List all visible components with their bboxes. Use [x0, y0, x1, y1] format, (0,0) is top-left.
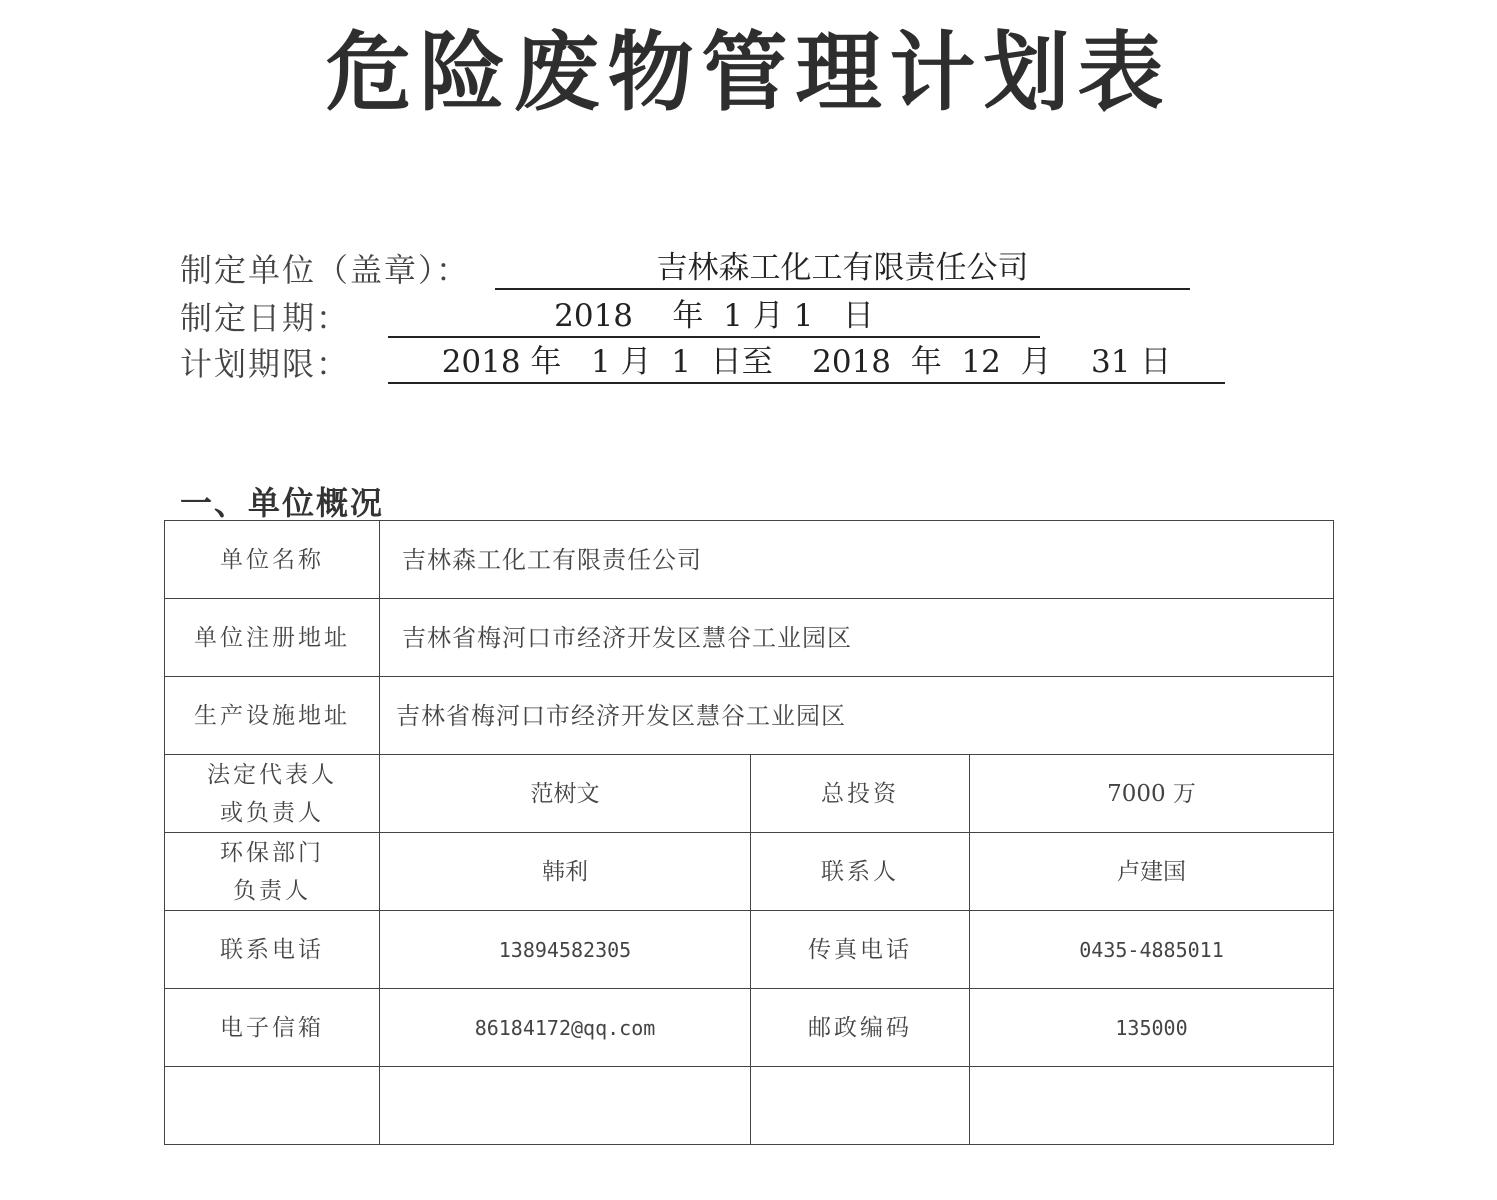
- reg-addr-label: 单位注册地址: [165, 599, 380, 677]
- postcode-value: 135000: [970, 989, 1334, 1067]
- table-row: [165, 521, 1334, 599]
- table-row-empty: [165, 1067, 1334, 1145]
- contact-label: 联系人: [751, 833, 970, 911]
- legal-rep-value: 范树文: [380, 755, 751, 833]
- period-value: 2018 年 1 月 1 日至 2018 年 12 月 31 日: [388, 342, 1225, 384]
- env-dept-label-line2: 负责人: [233, 877, 311, 904]
- empty-cell: [165, 1067, 380, 1145]
- table-row: [165, 911, 1334, 989]
- unit-value: 吉林森工化工有限责任公司: [495, 248, 1190, 290]
- table-row: [165, 755, 1334, 833]
- legal-rep-label-line1: 法定代表人: [207, 761, 337, 788]
- empty-cell: [970, 1067, 1334, 1145]
- env-dept-label: [165, 833, 380, 911]
- unit-overview-table: [164, 520, 1334, 1145]
- name-value: 吉林森工化工有限责任公司: [380, 521, 1334, 599]
- empty-cell: [751, 1067, 970, 1145]
- section-heading: 一、单位概况: [180, 484, 385, 522]
- facility-addr-value: 吉林省梅河口市经济开发区慧谷工业园区: [380, 677, 1334, 755]
- postcode-label: 邮政编码: [751, 989, 970, 1067]
- document-title: 危险废物管理计划表: [325, 23, 1172, 123]
- investment-value: 7000 万: [970, 755, 1334, 833]
- email-value: 86184172@qq.com: [380, 989, 751, 1067]
- unit-label: 制定单位（盖章）：: [180, 251, 471, 289]
- phone-value: 13894582305: [380, 911, 751, 989]
- fax-value: 0435-4885011: [970, 911, 1334, 989]
- contact-value: 卢建国: [970, 833, 1334, 911]
- table-row: [165, 989, 1334, 1067]
- date-value: 2018 年 1 月 1 日: [388, 296, 1040, 338]
- fax-label: 传真电话: [751, 911, 970, 989]
- facility-addr-label: 生产设施地址: [165, 677, 380, 755]
- phone-label: 联系电话: [165, 911, 380, 989]
- table-row: [165, 677, 1334, 755]
- date-label: 制定日期：: [180, 299, 351, 337]
- legal-rep-label-line2: 或负责人: [220, 799, 324, 826]
- name-label: 单位名称: [165, 521, 380, 599]
- reg-addr-value: 吉林省梅河口市经济开发区慧谷工业园区: [380, 599, 1334, 677]
- env-dept-label-line1: 环保部门: [220, 839, 324, 866]
- period-label: 计划期限：: [180, 345, 351, 383]
- table-row: [165, 833, 1334, 911]
- env-dept-value: 韩利: [380, 833, 751, 911]
- email-label: 电子信箱: [165, 989, 380, 1067]
- legal-rep-label: [165, 755, 380, 833]
- investment-label: 总投资: [751, 755, 970, 833]
- table-row: [165, 599, 1334, 677]
- empty-cell: [380, 1067, 751, 1145]
